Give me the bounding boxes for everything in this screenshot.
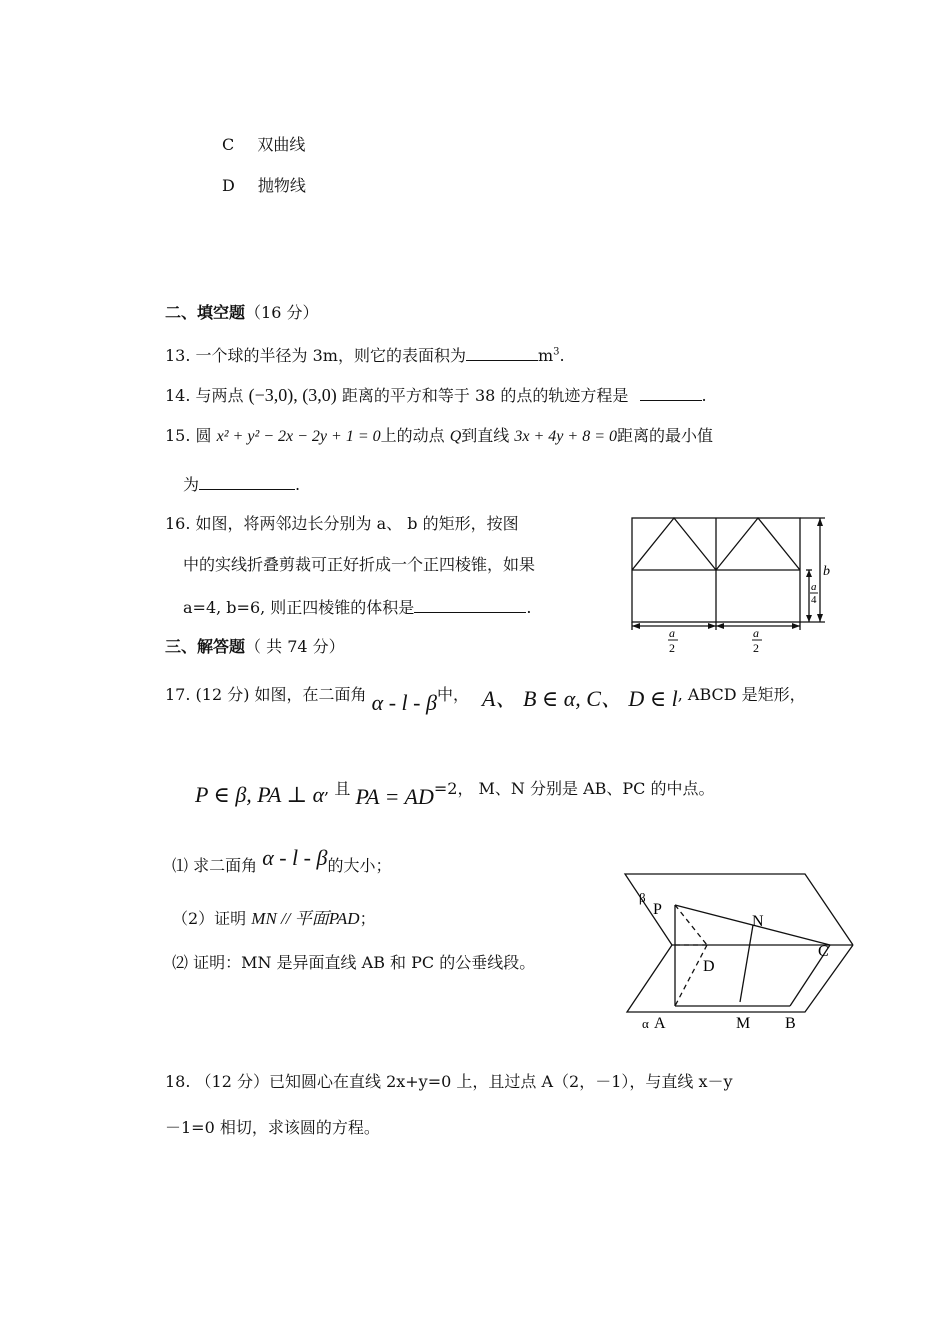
fig1-label-a4-top: a [811,581,817,593]
fig2-label-alpha: α [642,1016,649,1031]
q17-sub1-dihedral: α - l - β [262,845,328,870]
q15-prefix: 15. 圆 [165,426,212,445]
q16-line3: a=4, b=6, 则正四棱锥的体积是 [183,598,415,617]
fig2-label-c: C [818,943,829,960]
q15-line2: 为 [183,475,200,494]
fig2-label-beta: β [639,890,646,905]
section3-heading [165,639,345,655]
section2-score: （16 分） [245,303,319,322]
fig2-label-n: N [752,913,764,930]
q15-point: Q [449,428,462,445]
q17-sub1-prefix: ⑴ 求二面角 [172,856,258,875]
q17-dihedral: α - l - β [371,690,437,715]
figure-rectangle-fold [620,510,860,655]
fig2-label-p: P [653,901,662,918]
q18-line1: 18. （12 分）已知圆心在直线 2x+y=0 上，且过点 A（2，－1），与直线 x－y [165,1072,733,1091]
q17-prefix: 17. (12 分) 如图，在二面角 [165,685,367,704]
option-d-text: 抛物线 [257,176,306,195]
figure-dihedral [615,868,865,1033]
fig1-label-a2-left-top: a [669,626,675,640]
option-c [222,137,305,153]
section2-heading [165,305,318,321]
option-d [222,178,306,194]
section2-title: 二、填空题 [165,303,246,322]
q15-suffix: 距离的最小值 [617,426,714,445]
q17-line2-condition: P ∈ β, PA ⊥ α [195,782,325,807]
q17-sub2-prefix: （2）证明 [172,909,247,928]
q17-line2-suffix: =2， M、N 分别是 AB、PC 的中点。 [433,779,715,798]
q17-sub1-suffix: 的大小； [327,856,392,875]
q13-blank [466,346,538,361]
q15-blank [199,475,295,490]
q16-blank [414,598,526,613]
q13-unit-sup: 3 [553,346,560,358]
q17-line2-mid: , 且 [324,779,351,798]
question-13 [165,346,565,364]
q14-text: 距离的平方和等于 38 的点的轨迹方程是 [341,386,629,405]
option-c-text: 双曲线 [257,135,306,154]
q15-end: . [295,475,301,494]
q17-sub3: ⑵ 证明：MN 是异面直线 AB 和 PC 的公垂线段。 [172,953,536,972]
fig1-label-a2-right-bot: 2 [753,641,759,655]
question-18-line2 [165,1120,380,1136]
q14-prefix: 14. 与两点 [165,386,244,405]
q16-line2: 中的实线折叠剪裁可正好折成一个正四棱锥，如果 [183,555,536,574]
q18-line2: －1=0 相切，求该圆的方程。 [165,1118,380,1137]
q13-text: 13. 一个球的半径为 3m，则它的表面积为 [165,346,466,365]
question-16-line2 [183,557,535,573]
q14-end: . [701,386,707,405]
question-17-line1 [165,682,806,715]
question-16-line3 [183,598,531,616]
question-15-line2 [183,475,300,493]
fig1-label-b: b [823,564,830,579]
q15-circle-equation: x² + y² − 2x − 2y + 1 = 0 [216,428,381,445]
fig2-label-m: M [736,1015,751,1032]
option-d-letter: D [222,176,235,195]
fig2-label-d: D [703,958,715,975]
question-17-sub3 [172,955,535,971]
q14-points: (−3,0), (3,0) [248,385,337,405]
q17-suffix: , ABCD 是矩形， [677,685,806,704]
option-c-letter: C [222,135,235,154]
fig2-label-b: B [785,1015,796,1032]
q17-sub2-math: MN // 平面PAD [251,909,360,928]
question-15 [165,428,713,445]
q17-sub2-suffix: ； [359,909,376,928]
question-14 [165,386,707,404]
fig1-label-a2-left-bot: 2 [669,641,675,655]
q17-line2-equation: PA = AD [355,784,434,809]
q17-condition: A、 B ∈ α, C、 D ∈ l [482,686,678,711]
q16-end: . [526,598,532,617]
question-17-sub1 [172,845,392,875]
q14-blank [640,386,702,401]
question-16-line1 [165,516,519,532]
fig1-label-a2-right-top: a [753,626,759,640]
question-18-line1 [165,1074,733,1090]
fig2-label-a: A [654,1015,666,1032]
q15-line-equation: 3x + 4y + 8 = 0 [514,428,617,445]
fig1-label-a4-bot: 4 [811,594,817,606]
section3-title: 三、解答题 [165,637,246,656]
q15-mid: 上的动点 [380,426,445,445]
q13-unit: m [537,346,554,365]
question-17-line2 [195,776,715,809]
q17-mid: 中， [436,685,469,704]
section3-score: （ 共 74 分） [245,637,345,656]
question-17-sub2 [172,910,376,927]
q15-mid2: 到直线 [461,426,510,445]
q13-end: . [559,346,565,365]
q16-line1: 16. 如图，将两邻边长分别为 a、 b 的矩形，按图 [165,514,519,533]
